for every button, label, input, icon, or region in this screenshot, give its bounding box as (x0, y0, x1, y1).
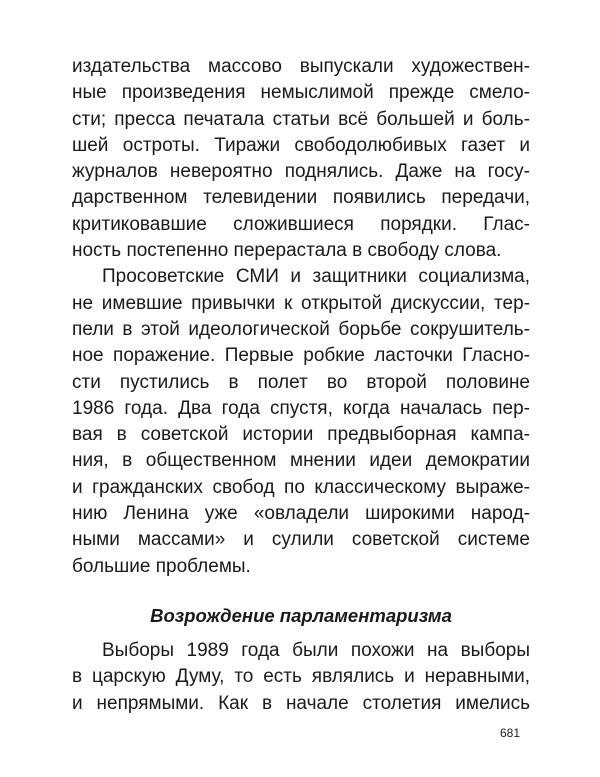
section-heading: Возрождение парламентаризма (150, 604, 452, 626)
text-line: 1986 года. Два года спустя, когда началась пер- (72, 397, 530, 419)
text-line: ные произведения немыслимой прежде смело- (72, 82, 530, 104)
text-line: Просоветские СМИ и защитники социализма, (102, 266, 530, 288)
text-line: нию Ленина уже «овладели широкими народ- (72, 503, 530, 525)
text-line: издательства массово выпускали художествен- (72, 56, 530, 77)
text-line: пели в этой идеологической борьбе сокрушитель- (72, 318, 530, 340)
text-line: журналов невероятно поднялись. Даже на госу- (72, 161, 530, 183)
text-line: сти; пресса печатала статьи всё большей и боль- (72, 108, 530, 130)
text-line: не имевшие привычки к открытой дискуссии, тер- (72, 292, 530, 314)
text-line: шей остроты. Тиражи свободолюбивых газет и (72, 134, 530, 156)
page-number: 681 (500, 726, 521, 740)
text-line: критиковавшие сложившиеся порядки. Глас- (72, 213, 530, 235)
paragraph-3 (72, 638, 530, 717)
text-line: ность постепенно перерастала в свободу слова. (72, 240, 502, 262)
text-line: в царскую Думу, то есть являлись и неравными, (72, 666, 530, 688)
text-line: вая в советской истории предвыборная кампа- (72, 424, 530, 446)
text-line: Выборы 1989 года были похожи на выборы (102, 639, 530, 661)
page-body (72, 54, 530, 717)
text-line: большие проблемы. (72, 555, 251, 577)
text-line: сти пустились в полет во второй половине (72, 371, 530, 393)
text-line: дарственном телевидении появились передачи, (72, 187, 530, 209)
text-line: ными массами» и сулили советской системе (72, 529, 530, 551)
text-line: и непрямыми. Как в начале столетия имелись (72, 692, 530, 714)
paragraph-2 (72, 264, 530, 580)
text-line: ное поражение. Первые робкие ласточки Гласно- (72, 345, 530, 367)
paragraph-1 (72, 54, 530, 264)
text-line: и гражданских свобод по классическому выраже- (72, 476, 530, 498)
text-line: ния, в общественном мнении идеи демократии (72, 450, 530, 472)
